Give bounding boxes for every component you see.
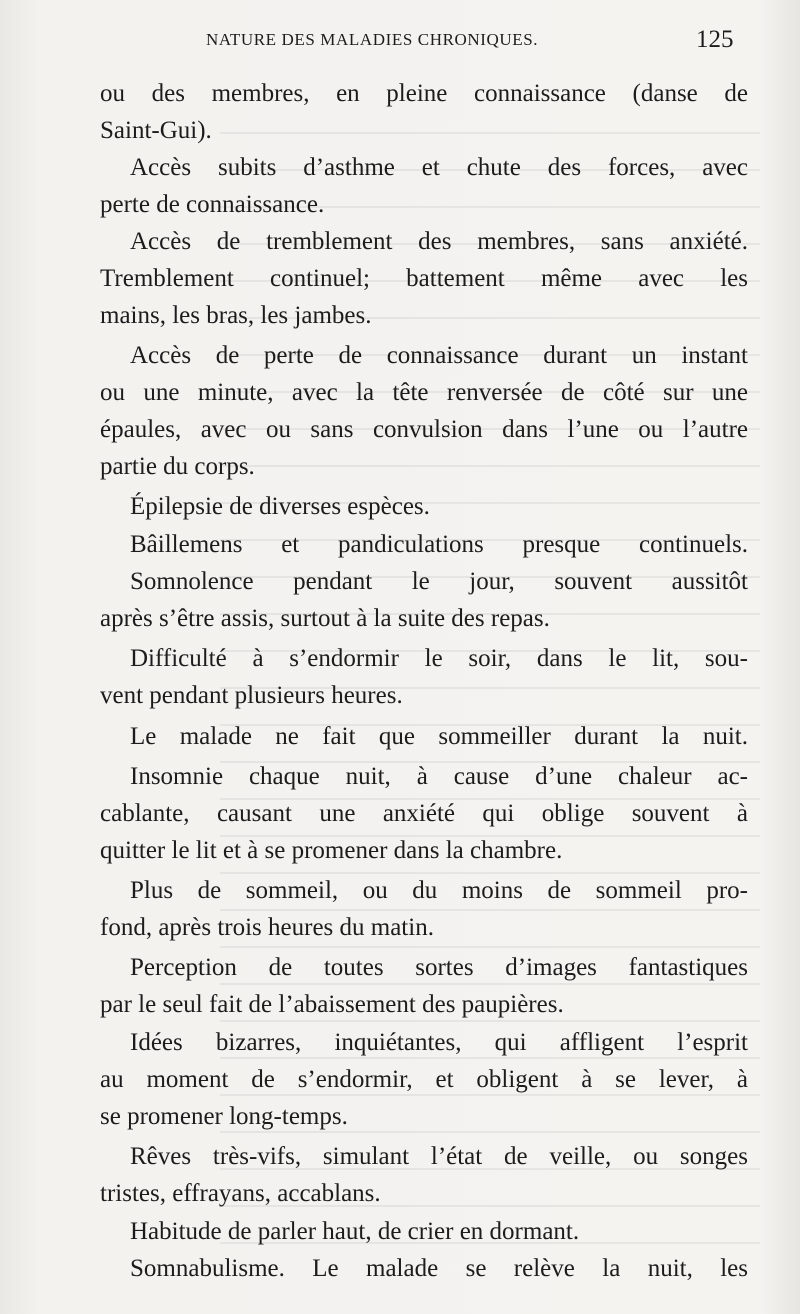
text-line: cablante, causant une anxiété qui oblige souvent à [100,800,748,827]
text-line: après s’être assis, surtout à la suite des repas. [100,605,550,632]
text-line: Idées bizarres, inquiétantes, qui affligent l’esprit [130,1029,748,1056]
text-line: au moment de s’endormir, et obligent à se lever, à [100,1066,748,1093]
text-line: se promener long-temps. [100,1103,348,1130]
text-line: perte de connaissance. [100,191,325,218]
text-line: Bâillemens et pandiculations presque continuels. [130,531,748,558]
text-line: Somnabulisme. Le malade se relève la nuit, les [130,1255,748,1282]
text-line: Perception de toutes sortes d’images fantastiques [130,954,748,981]
text-line: mains, les bras, les jambes. [100,302,372,329]
text-line: ou des membres, en pleine connaissance (danse de [100,80,748,107]
text-line: Somnolence pendant le jour, souvent aussitôt [130,568,748,595]
text-line: Épilepsie de diverses espèces. [130,493,430,520]
page-header [0,26,800,62]
text-line: Accès de perte de connaissance durant un instant [130,342,748,369]
text-line: fond, après trois heures du matin. [100,914,434,941]
text-line: Rêves très-vifs, simulant l’état de veille, ou songes [130,1143,748,1170]
running-head: NATURE DES MALADIES CHRONIQUES. [206,30,539,49]
text-line: Difficulté à s’endormir le soir, dans le lit, sou- [130,645,748,672]
text-line: tristes, effrayans, accablans. [100,1180,381,1207]
text-line: vent pendant plusieurs heures. [100,682,403,709]
text-line: quitter le lit et à se promener dans la chambre. [100,837,563,864]
text-line: ou une minute, avec la tête renversée de côté sur une [100,379,748,406]
text-line: Habitude de parler haut, de crier en dormant. [130,1218,580,1245]
text-line: Plus de sommeil, ou du moins de sommeil pro- [130,877,748,904]
text-line: partie du corps. [100,453,255,480]
text-line: Accès de tremblement des membres, sans anxiété. [130,228,748,255]
text-line: Le malade ne fait que sommeiller durant la nuit. [130,723,748,750]
text-line: épaules, avec ou sans convulsion dans l’une ou l’autre [100,416,748,443]
text-line: Tremblement continuel; battement même avec les [100,265,748,292]
text-line: par le seul fait de l’abaissement des paupières. [100,991,564,1018]
text-line: Accès subits d’asthme et chute des forces, avec [130,154,748,181]
page-number: 125 [696,26,734,53]
text-line: Saint-Gui). [100,117,212,144]
text-line: Insomnie chaque nuit, à cause d’une chaleur ac- [130,763,748,790]
